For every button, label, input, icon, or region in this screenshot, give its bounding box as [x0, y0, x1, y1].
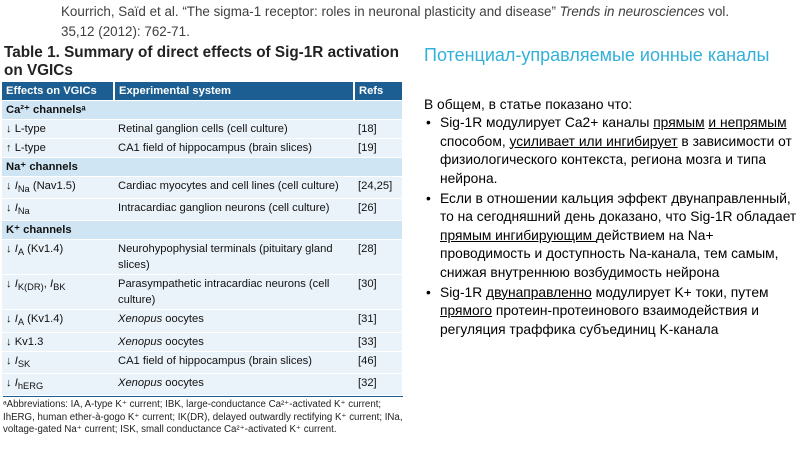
system-rest: oocytes [162, 376, 204, 389]
bullet-text: способом, [440, 133, 510, 149]
system-rest: oocytes [162, 335, 204, 348]
effect-cell [2, 177, 114, 199]
table-title: Table 1. Summary of direct effects of Sig-1R activation on VGICs [4, 44, 399, 79]
table-header-row [2, 82, 402, 101]
effect-rest: (Kv1.4) [24, 313, 64, 326]
current-symbol: I [14, 243, 18, 256]
ref-cell: [31] [354, 310, 402, 332]
section-k [2, 221, 402, 240]
current-subscript: A [17, 247, 25, 258]
effect-rest: (Nav1.5) [29, 180, 76, 192]
effect-cell [2, 240, 114, 275]
underlined-text: прямым [653, 115, 705, 130]
bullet-text: протеин-протеинового взаимодействия и регуляция траффика субъединиц K-канала [440, 303, 760, 337]
table-figure [0, 40, 406, 450]
ref-cell: [30] [354, 275, 402, 310]
bullet-item [424, 284, 800, 340]
system-cell [114, 373, 354, 395]
ref-cell: [28] [354, 240, 402, 275]
effect-rest: , [43, 278, 50, 291]
section-ca [2, 101, 402, 120]
effect-cell [2, 199, 114, 221]
table-row [2, 310, 402, 332]
effect-cell [2, 351, 114, 373]
effect-rest: (Kv1.4) [24, 243, 64, 256]
bullet-text: Sig-1R модулирует Ca2+ каналы [440, 115, 654, 130]
citation-volume: vol. 35,12 (2012): 762-71. [61, 4, 730, 39]
table-row [2, 120, 402, 139]
arrow: ↓ [6, 278, 15, 291]
ref-cell: [32] [354, 373, 402, 395]
citation [61, 2, 761, 42]
bullet-item [424, 114, 800, 188]
arrow: ↓ [6, 243, 15, 256]
arrow: ↓ [6, 202, 15, 215]
effect-cell [2, 275, 114, 310]
current-subscript: Na [17, 206, 30, 217]
bullet-text: Sig-1R [440, 284, 487, 300]
ref-cell: [46] [354, 351, 402, 373]
ref-cell: [18] [354, 120, 402, 139]
ref-cell: [33] [354, 332, 402, 351]
ref-cell: [24,25] [354, 177, 402, 199]
bullet-text: действием на Na+ проводимость и доступность Na-канала, тем самым, снижая внутреннюю возбудимость нейрона [440, 227, 779, 280]
current-subscript: Na [17, 184, 30, 195]
table-row [2, 177, 402, 199]
table-footnote: ᵃAbbreviations: IA, A-type K⁺ current; IBK, large-conductance Ca²⁺-activated K⁺ current; IhERG, human ether-à-gogo K⁺ current; IK(DR), delayed outwardly rectifying K⁺ current; INa, voltage-gated Na⁺ current; ISK, small conductance Ca²⁺-activated K⁺ current. [3, 396, 403, 437]
current-symbol: I [14, 354, 18, 367]
effect-cell: ↓ Kv1.3 [2, 332, 114, 351]
effect-cell: ↑ L-type [2, 139, 114, 158]
header-effects: Effects on VGICs [2, 82, 114, 101]
current-subscript: A [17, 317, 25, 328]
current-symbol: I [14, 180, 18, 192]
table-row [2, 139, 402, 158]
bullet-text: модулирует K+ токи, путем [591, 284, 769, 300]
effect-cell [2, 310, 114, 332]
table-row [2, 332, 402, 351]
ref-cell: [19] [354, 139, 402, 158]
system-cell: CA1 field of hippocampus (brain slices) [114, 139, 354, 158]
current-symbol: I [14, 376, 18, 389]
bullet-icon: • [426, 284, 431, 300]
underlined-text: двунаправленно [486, 284, 592, 300]
system-cell: Cardiac myocytes and cell lines (cell culture) [114, 177, 354, 199]
species-name: Xenopus [118, 335, 163, 348]
effect-cell [2, 373, 114, 395]
current-subscript: K(DR) [17, 282, 44, 293]
system-cell [114, 310, 354, 332]
table-row [2, 199, 402, 221]
bullet-text: в зависимости от физиологического контекста, региона мозга и типа нейрона. [440, 133, 792, 186]
system-rest: oocytes [162, 313, 204, 326]
current-subscript: BK [53, 282, 66, 293]
arrow: ↓ [6, 180, 15, 192]
species-name: Xenopus [118, 313, 163, 326]
bullet-icon: • [426, 190, 431, 206]
table-row [2, 275, 402, 310]
slide-intro: В общем, в статье показано что: [424, 97, 633, 112]
bullet-item [424, 190, 800, 283]
underlined-text: усиливает или ингибирует [509, 133, 678, 149]
arrow: ↓ [6, 376, 15, 389]
citation-journal: Trends in neurosciences [559, 4, 705, 19]
current-symbol: I [49, 278, 54, 291]
header-refs: Refs [354, 82, 402, 101]
underlined-text: прямым ингибирующим [440, 227, 596, 243]
system-cell: Neurohypophysial terminals (pituitary gland slices) [114, 240, 354, 275]
table-row [2, 351, 402, 373]
section-label: Ca²⁺ channelsᵃ [2, 101, 402, 120]
citation-authors: Kourrich, Saïd et al. “The sigma-1 receptor: roles in neuronal plasticity and disease” [61, 4, 560, 19]
section-label: Na⁺ channels [2, 158, 402, 177]
system-cell: Parasympathetic intracardiac neurons (cell culture) [114, 275, 354, 310]
bullet-list [424, 114, 800, 341]
section-na [2, 158, 402, 177]
bullet-text: Если в отношении кальция эффект двунаправленный, то на сегодняшний день доказано, что Sig-1R обладает [440, 190, 797, 224]
table-row [2, 373, 402, 395]
current-symbol: I [14, 278, 18, 291]
table-row [2, 240, 402, 275]
section-label: K⁺ channels [2, 221, 402, 240]
current-symbol: I [14, 202, 18, 215]
slide-title: Потенциал-управляемые ионные каналы [424, 45, 770, 65]
bullet-icon: • [426, 115, 431, 130]
system-cell [114, 332, 354, 351]
header-system: Experimental system [114, 82, 354, 101]
system-cell: Intracardiac ganglion neurons (cell culture) [114, 199, 354, 221]
system-cell: CA1 field of hippocampus (brain slices) [114, 351, 354, 373]
vgic-table [2, 82, 402, 395]
species-name: Xenopus [118, 376, 163, 389]
current-symbol: I [14, 313, 18, 326]
current-subscript: SK [17, 358, 31, 369]
current-subscript: hERG [17, 381, 44, 392]
arrow: ↓ [6, 313, 15, 326]
ref-cell: [26] [354, 199, 402, 221]
arrow: ↓ [6, 354, 15, 367]
system-cell: Retinal ganglion cells (cell culture) [114, 120, 354, 139]
effect-cell: ↓ L-type [2, 120, 114, 139]
underlined-text: прямого [440, 303, 493, 318]
underlined-text: и непрямым [708, 115, 787, 130]
